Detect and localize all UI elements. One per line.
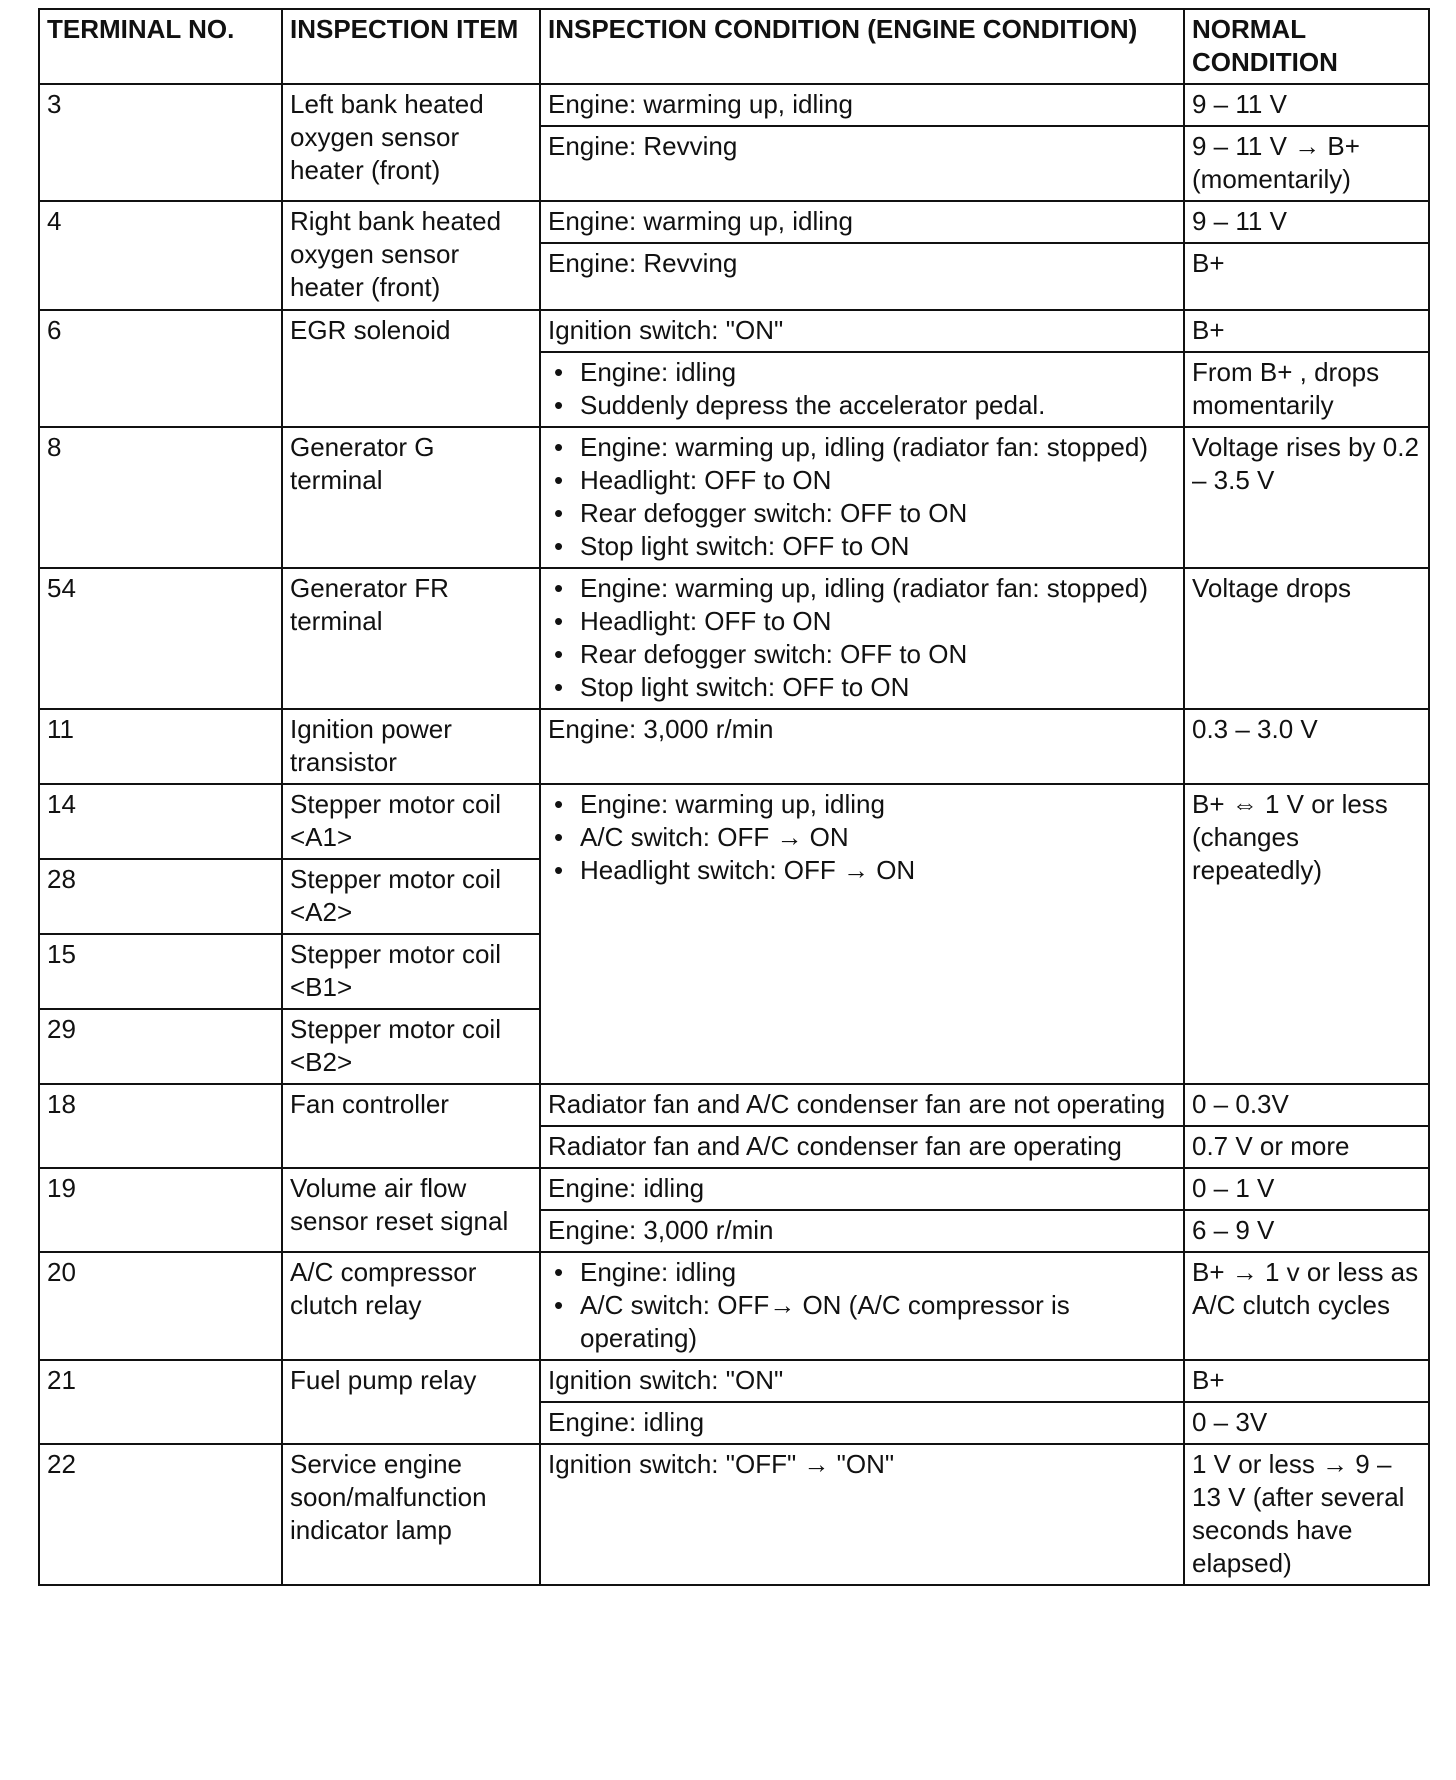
terminal-no: 20 <box>39 1252 282 1360</box>
inspection-condition: Radiator fan and A/C condenser fan are not operating <box>540 1084 1184 1126</box>
normal-condition: 0 – 0.3V <box>1184 1084 1429 1126</box>
table-row <box>39 1168 1429 1210</box>
inspection-condition: Engine: 3,000 r/min <box>540 709 1184 784</box>
table-row <box>39 784 1429 859</box>
normal-condition: 6 – 9 V <box>1184 1210 1429 1252</box>
condition-bullet: • Engine: warming up, idling (radiator fan: stopped) <box>580 572 1176 605</box>
inspection-condition: Engine: Revving <box>540 243 1184 310</box>
table-row <box>39 201 1429 243</box>
normal-condition: From B+ , drops momentarily <box>1184 352 1429 427</box>
inspection-condition: Engine: idling <box>540 1402 1184 1444</box>
header-inspection-item: INSPECTION ITEM <box>282 9 540 84</box>
inspection-item: A/C compressor clutch relay <box>282 1252 540 1360</box>
condition-bullet: • Engine: warming up, idling (radiator fan: stopped) <box>580 431 1176 464</box>
table-row <box>39 709 1429 784</box>
condition-bullet: • Engine: idling <box>580 356 1176 389</box>
normal-condition: 1 V or less → 9 – 13 V (after several seconds have elapsed) <box>1184 1444 1429 1585</box>
inspection-condition: Engine: warming up, idling <box>540 84 1184 126</box>
condition-bullet: • Rear defogger switch: OFF to ON <box>580 638 1176 671</box>
table-row <box>39 568 1429 709</box>
inspection-condition <box>540 352 1184 427</box>
header-inspection-condition: INSPECTION CONDITION (ENGINE CONDITION) <box>540 9 1184 84</box>
inspection-condition: Engine: idling <box>540 1168 1184 1210</box>
inspection-item: Generator G terminal <box>282 427 540 568</box>
condition-bullet: • Headlight: OFF to ON <box>580 605 1176 638</box>
inspection-condition: Ignition switch: "OFF" → "ON" <box>540 1444 1184 1585</box>
table-row <box>39 1252 1429 1360</box>
terminal-no: 54 <box>39 568 282 709</box>
terminal-no: 28 <box>39 859 282 934</box>
terminal-no: 15 <box>39 934 282 1009</box>
inspection-condition: Ignition switch: "ON" <box>540 310 1184 352</box>
condition-bullet: • Stop light switch: OFF to ON <box>580 530 1176 563</box>
terminal-no: 29 <box>39 1009 282 1084</box>
normal-condition: B+ → 1 v or less as A/C clutch cycles <box>1184 1252 1429 1360</box>
inspection-condition: Engine: 3,000 r/min <box>540 1210 1184 1252</box>
normal-condition: B+ <box>1184 243 1429 310</box>
inspection-item: Left bank heated oxygen sensor heater (front) <box>282 84 540 201</box>
normal-condition: 9 – 11 V → B+ (momentarily) <box>1184 126 1429 201</box>
header-terminal-no: TERMINAL NO. <box>39 9 282 84</box>
condition-bullet: • A/C switch: OFF → ON <box>580 821 1176 854</box>
terminal-no: 22 <box>39 1444 282 1585</box>
inspection-item: Right bank heated oxygen sensor heater (front) <box>282 201 540 310</box>
condition-bullet: • Stop light switch: OFF to ON <box>580 671 1176 704</box>
normal-condition: 0.3 – 3.0 V <box>1184 709 1429 784</box>
table-row <box>39 427 1429 568</box>
inspection-item: EGR solenoid <box>282 310 540 427</box>
inspection-condition <box>540 568 1184 709</box>
terminal-inspection-table <box>38 8 1430 1586</box>
inspection-item: Stepper motor coil <A1> <box>282 784 540 859</box>
normal-condition: 0 – 3V <box>1184 1402 1429 1444</box>
inspection-item: Stepper motor coil <B2> <box>282 1009 540 1084</box>
terminal-no: 4 <box>39 201 282 310</box>
inspection-condition: Radiator fan and A/C condenser fan are operating <box>540 1126 1184 1168</box>
inspection-condition <box>540 784 1184 1084</box>
inspection-item: Ignition power transistor <box>282 709 540 784</box>
normal-condition: Voltage drops <box>1184 568 1429 709</box>
table-row <box>39 1444 1429 1585</box>
table-row <box>39 310 1429 352</box>
inspection-item: Stepper motor coil <A2> <box>282 859 540 934</box>
inspection-condition <box>540 1252 1184 1360</box>
inspection-condition <box>540 427 1184 568</box>
inspection-item: Generator FR terminal <box>282 568 540 709</box>
table-row <box>39 84 1429 126</box>
normal-condition: B+ <box>1184 310 1429 352</box>
condition-bullet: • Engine: idling <box>580 1256 1176 1289</box>
condition-bullet: • Rear defogger switch: OFF to ON <box>580 497 1176 530</box>
condition-bullet: • Suddenly depress the accelerator pedal. <box>580 389 1176 422</box>
inspection-condition: Engine: Revving <box>540 126 1184 201</box>
condition-bullet: • Engine: warming up, idling <box>580 788 1176 821</box>
inspection-item: Volume air flow sensor reset signal <box>282 1168 540 1252</box>
table-row <box>39 1084 1429 1126</box>
normal-condition: B+ ⇔ 1 V or less (changes repeatedly) <box>1184 784 1429 1084</box>
inspection-item: Fuel pump relay <box>282 1360 540 1444</box>
inspection-item: Fan controller <box>282 1084 540 1168</box>
header-normal-condition: NORMAL CONDITION <box>1184 9 1429 84</box>
normal-condition: 0 – 1 V <box>1184 1168 1429 1210</box>
inspection-item: Service engine soon/malfunction indicator lamp <box>282 1444 540 1585</box>
terminal-no: 19 <box>39 1168 282 1252</box>
terminal-no: 6 <box>39 310 282 427</box>
terminal-no: 14 <box>39 784 282 859</box>
terminal-no: 3 <box>39 84 282 201</box>
terminal-no: 21 <box>39 1360 282 1444</box>
condition-bullet: • A/C switch: OFF→ ON (A/C compressor is operating) <box>580 1289 1176 1355</box>
normal-condition: 9 – 11 V <box>1184 84 1429 126</box>
normal-condition: 0.7 V or more <box>1184 1126 1429 1168</box>
normal-condition: Voltage rises by 0.2 – 3.5 V <box>1184 427 1429 568</box>
normal-condition: 9 – 11 V <box>1184 201 1429 243</box>
inspection-item: Stepper motor coil <B1> <box>282 934 540 1009</box>
inspection-condition: Ignition switch: "ON" <box>540 1360 1184 1402</box>
normal-condition: B+ <box>1184 1360 1429 1402</box>
inspection-condition: Engine: warming up, idling <box>540 201 1184 243</box>
condition-bullet: • Headlight switch: OFF → ON <box>580 854 1176 887</box>
terminal-no: 18 <box>39 1084 282 1168</box>
table-row <box>39 1360 1429 1402</box>
header-row <box>39 9 1429 84</box>
terminal-no: 11 <box>39 709 282 784</box>
condition-bullet: • Headlight: OFF to ON <box>580 464 1176 497</box>
terminal-no: 8 <box>39 427 282 568</box>
